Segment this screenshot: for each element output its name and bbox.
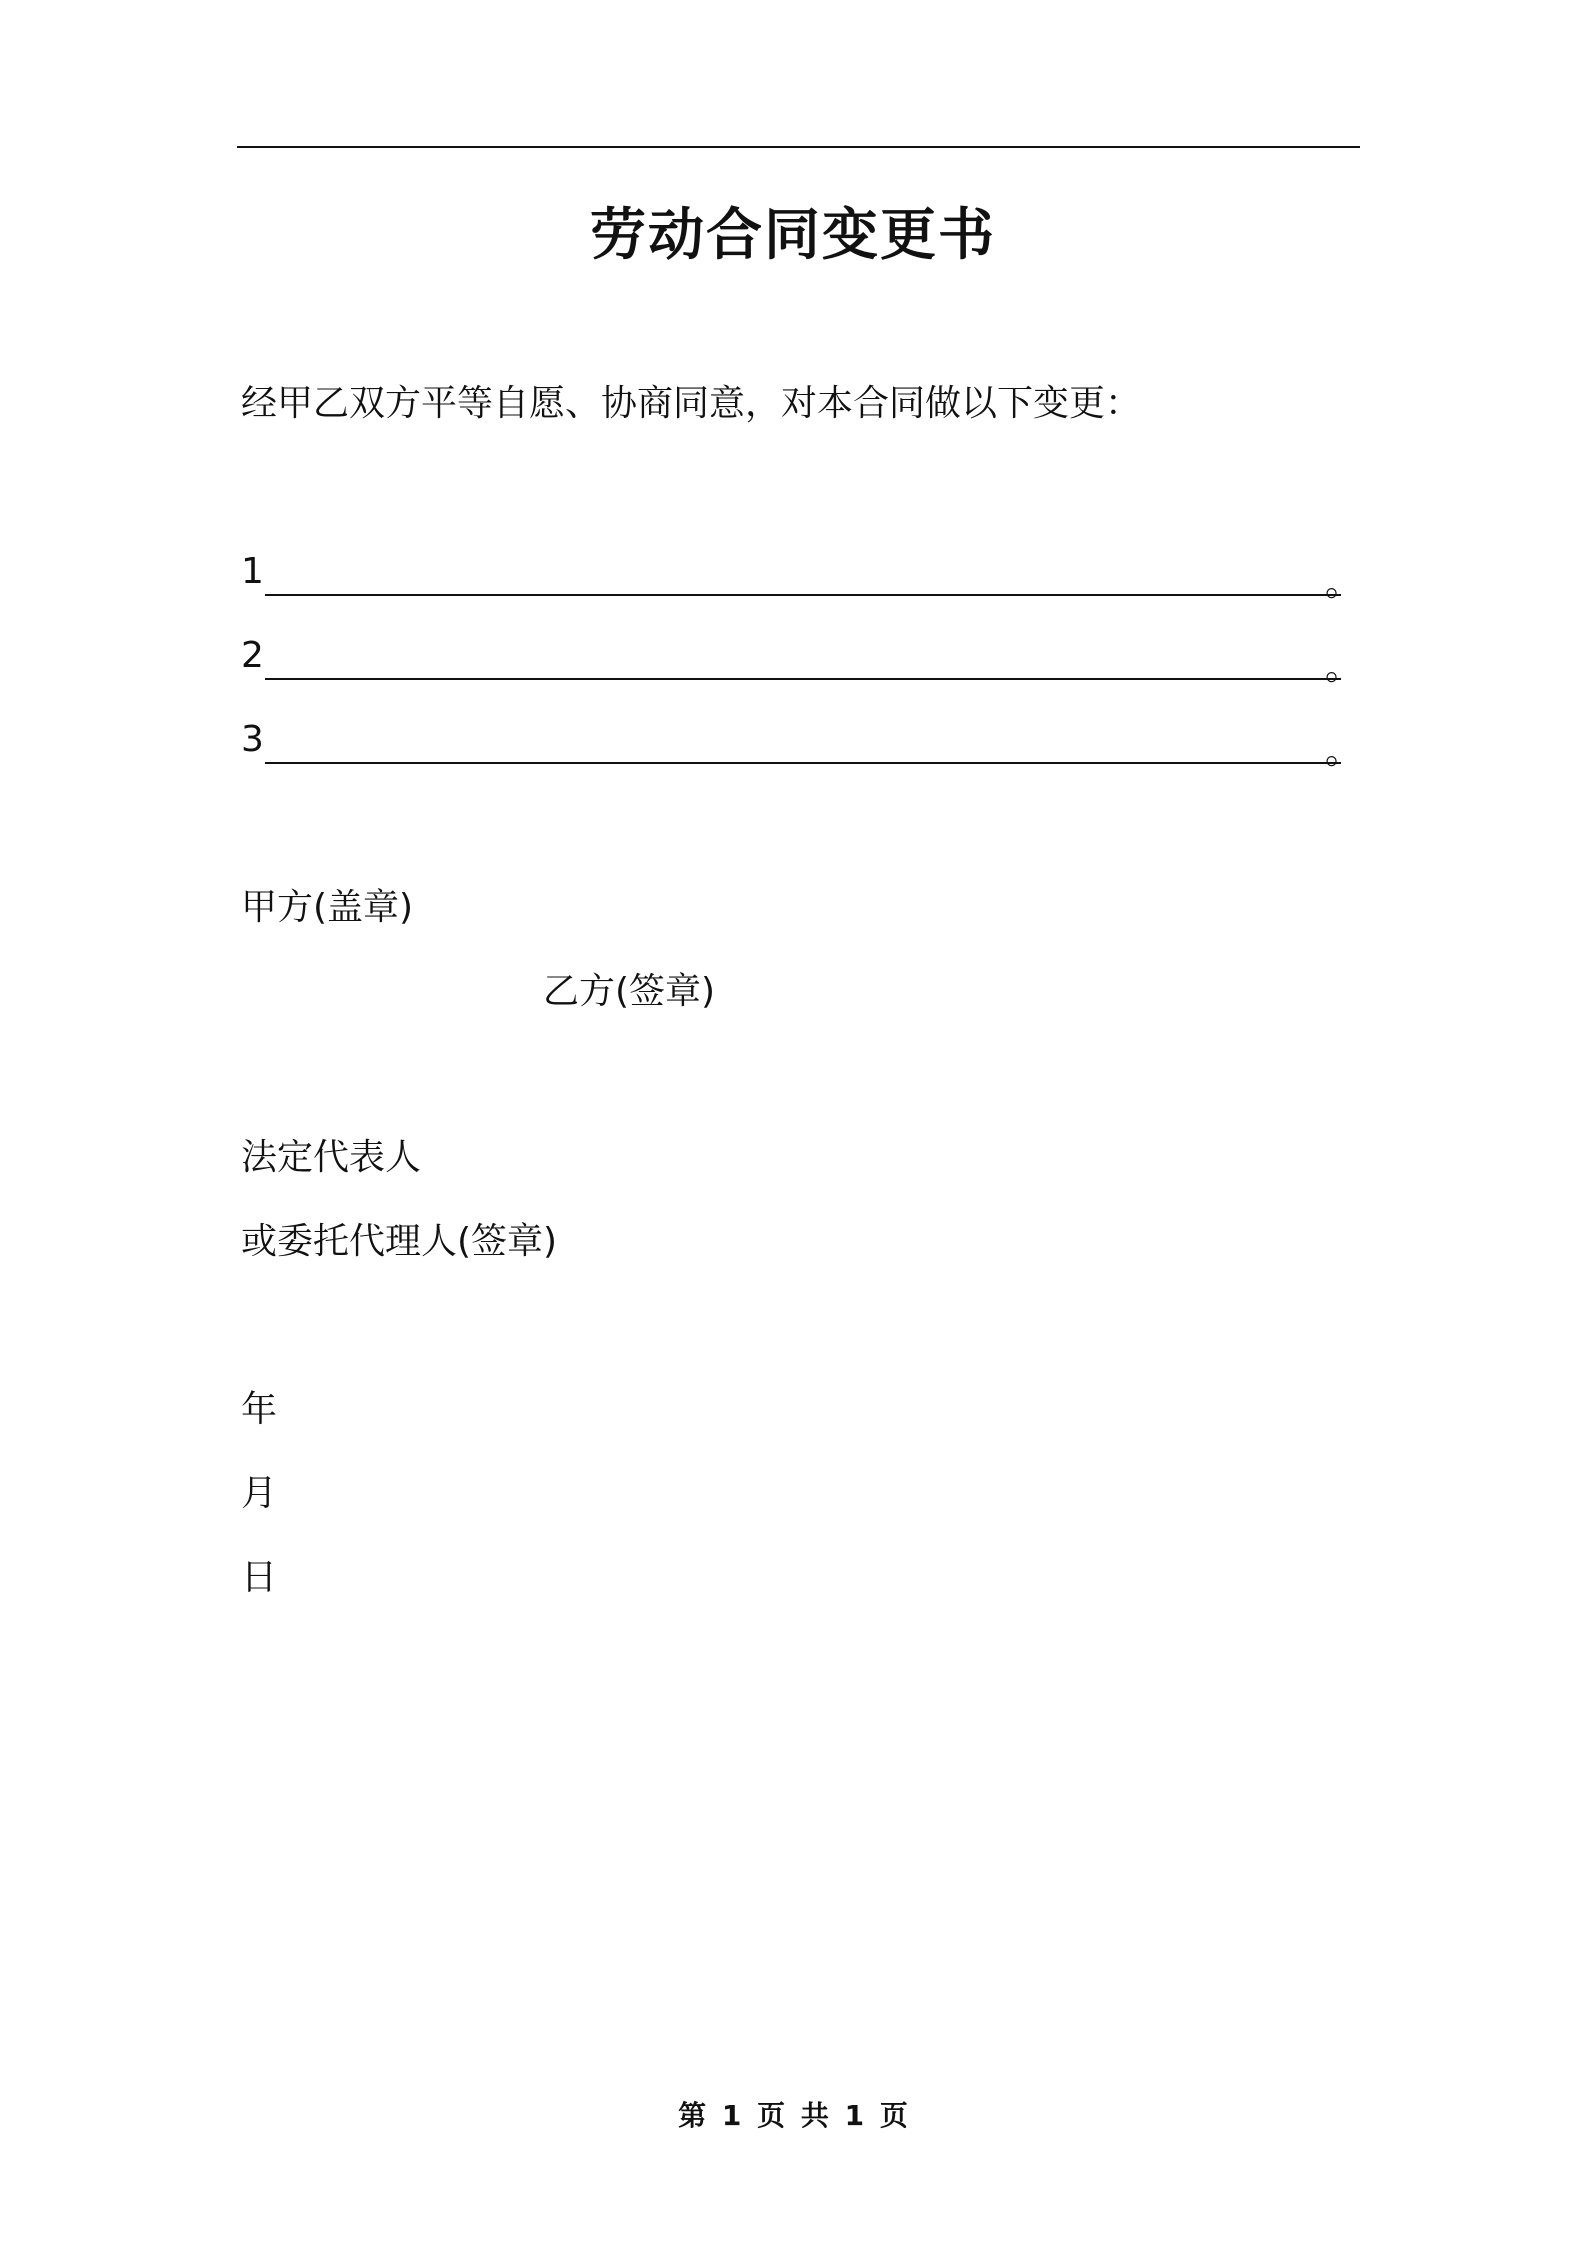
change-item-1 <box>241 548 1361 604</box>
item-number: 3 <box>241 719 264 760</box>
item-number: 2 <box>241 635 264 676</box>
year-label: 年 <box>241 1389 278 1430</box>
change-item-2 <box>241 632 1361 688</box>
header-rule <box>237 146 1360 148</box>
item-end-mark: 。 <box>1324 731 1361 772</box>
page-number-footer: 第 1 页 共 1 页 <box>678 2099 908 2132</box>
item-number: 1 <box>241 551 264 592</box>
fill-in-line <box>265 762 1341 764</box>
document-title: 劳动合同变更书 <box>590 203 996 268</box>
party-a-seal-label: 甲方(盖章) <box>241 887 414 928</box>
fill-in-line <box>265 594 1341 596</box>
legal-representative-label: 法定代表人 <box>241 1137 422 1178</box>
item-end-mark: 。 <box>1324 647 1361 688</box>
authorized-agent-label: 或委托代理人(签章) <box>241 1221 558 1262</box>
fill-in-line <box>265 678 1341 680</box>
party-b-signature-label: 乙方(签章) <box>543 971 716 1012</box>
month-label: 月 <box>241 1473 278 1514</box>
item-end-mark: 。 <box>1324 563 1361 604</box>
intro-paragraph: 经甲乙双方平等自愿、协商同意，对本合同做以下变更： <box>241 383 1142 424</box>
day-label: 日 <box>241 1557 278 1598</box>
change-item-3 <box>241 716 1361 772</box>
